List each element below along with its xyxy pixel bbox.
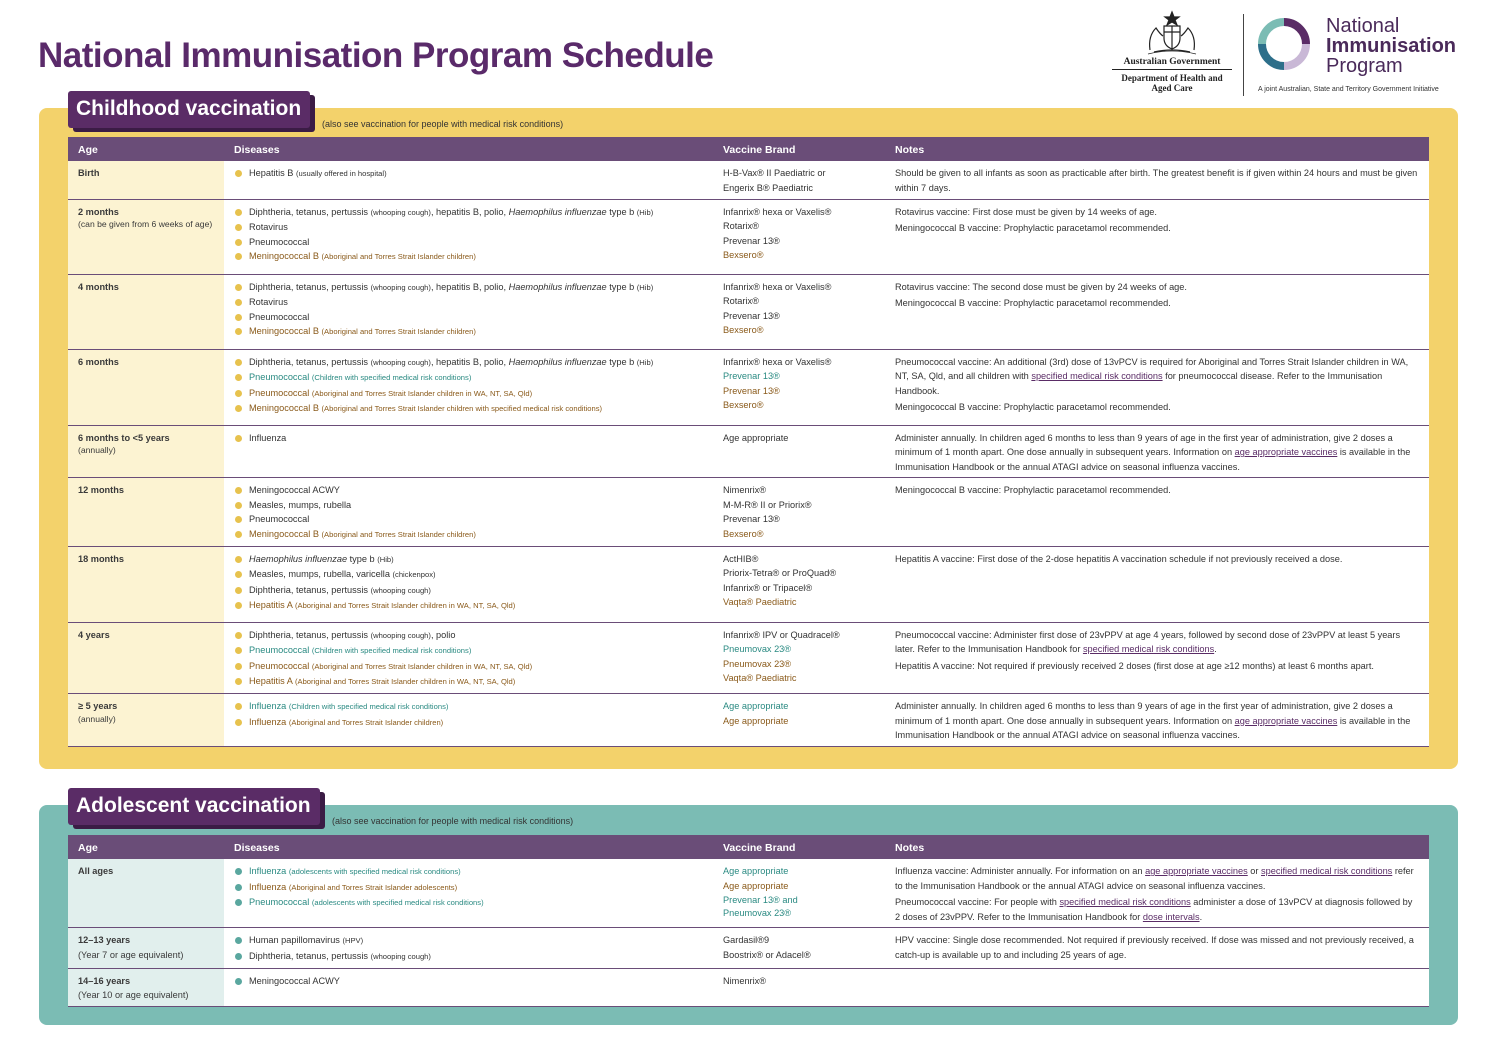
notes-cell — [885, 161, 1429, 199]
note-text: HPV vaccine: Single dose recommended. Not required if previously received. If dose was missed and not previously received, a catch-up is available up to and including 25 years of age. — [895, 935, 1414, 960]
vaccine-brand: Rotarix® — [723, 296, 759, 307]
disease-item — [234, 355, 703, 371]
notes-cell — [885, 425, 1429, 478]
diseases-cell — [224, 274, 713, 349]
adolescent-table — [68, 835, 1429, 1007]
brand-cell — [713, 859, 885, 928]
brand-cell — [713, 968, 885, 1006]
note-text: Rotavirus vaccine: First dose must be given by 14 weeks of age. — [895, 206, 1157, 217]
diseases-cell — [224, 928, 713, 968]
note-text: Administer annually. In children aged 6 months to less than 9 years of age in the first year of administration, give 2 doses a minimum of 1 month apart. One dose annually in subsequent years. Information on age appropriate vaccines is available in the Immunisation Handbook or the annual ATAGI advice on seasonal influenza vaccines. — [895, 701, 1411, 741]
disease-item — [234, 674, 703, 690]
disease-qualifier: (Aboriginal and Torres Strait Islander children) — [321, 530, 476, 540]
age-cell — [68, 349, 224, 425]
disease-item — [234, 527, 703, 543]
brand-cell — [713, 546, 885, 622]
disease-name: Pneumococcal — [249, 660, 310, 671]
age-label: 4 months — [78, 281, 119, 292]
disease-name: Rotavirus — [249, 297, 288, 308]
disease-qualifier: (Aboriginal and Torres Strait Islander children in WA, NT, SA, Qld) — [294, 677, 516, 687]
age-cell — [68, 694, 224, 747]
disease-name: Meningococcal B — [249, 529, 319, 540]
nip-line-2: Immunisation — [1326, 35, 1457, 57]
disease-qualifier: (Aboriginal and Torres Strait Islander children) — [321, 327, 476, 337]
disease-item — [234, 431, 703, 446]
vaccine-brand: Bexsero® — [723, 400, 764, 411]
disease-item — [234, 401, 703, 417]
disease-text: type b — [606, 281, 637, 292]
vaccine-brand: Infanrix® IPV or Quadracel® — [723, 629, 840, 640]
vaccine-brand: Nimenrix® — [723, 975, 767, 986]
diseases-cell — [224, 694, 713, 747]
gov-name: Australian Government — [1112, 57, 1232, 70]
disease-italic: Haemophilus influenzae — [508, 356, 607, 367]
note-link[interactable]: specified medical risk conditions — [1261, 866, 1393, 876]
vaccine-brand: Prevenar 13® — [723, 514, 780, 525]
brand-cell — [713, 622, 885, 693]
disease-name: Pneumococcal — [249, 514, 310, 525]
notes-cell — [885, 274, 1429, 349]
disease-qualifier: (chickenpox) — [392, 570, 436, 580]
disease-list — [234, 431, 703, 446]
table-row — [68, 546, 1429, 622]
disease-item — [234, 205, 703, 221]
table-row — [68, 968, 1429, 1006]
disease-name: Meningococcal B — [249, 403, 319, 414]
header-brand: Vaccine Brand — [713, 835, 885, 859]
disease-text: , hepatitis B, polio, — [430, 356, 509, 367]
disease-list — [234, 205, 703, 265]
age-cell — [68, 161, 224, 199]
note-link[interactable]: specified medical risk conditions — [1082, 644, 1215, 655]
note-text: Should be given to all infants as soon as practicable after birth. The greatest benefit is if given within 24 hours and must be given within 7 days. — [895, 168, 1418, 193]
disease-item — [234, 628, 703, 644]
disease-list — [234, 864, 703, 911]
vaccine-brand: Age appropriate — [723, 715, 789, 726]
disease-item — [234, 386, 703, 402]
note-text: Rotavirus vaccine: The second dose must be given by 24 weeks of age. — [895, 281, 1187, 292]
vaccine-brand: Infanrix® or Tripacel® — [723, 582, 813, 593]
disease-item — [234, 643, 703, 659]
disease-name: Diphtheria, tetanus, pertussis — [249, 356, 368, 367]
disease-name: Diphtheria, tetanus, pertussis — [249, 584, 368, 595]
note-link[interactable]: specified medical risk conditions — [1059, 897, 1191, 908]
disease-text: type b — [347, 553, 378, 564]
table-row — [68, 859, 1429, 928]
childhood-section — [39, 97, 1458, 769]
table-row — [68, 694, 1429, 747]
disease-list — [234, 166, 703, 182]
header-notes: Notes — [885, 835, 1429, 859]
age-cell — [68, 425, 224, 478]
header-diseases: Diseases — [224, 835, 713, 859]
disease-qualifier: (Hib) — [636, 357, 654, 367]
disease-list — [234, 933, 703, 964]
diseases-cell — [224, 968, 713, 1006]
disease-item — [234, 324, 703, 340]
diseases-cell — [224, 425, 713, 478]
notes-cell — [885, 859, 1429, 928]
disease-item — [234, 310, 703, 325]
notes-cell — [885, 622, 1429, 693]
note-link[interactable]: age appropriate vaccines — [1234, 447, 1338, 458]
disease-name: Hepatitis A — [249, 600, 293, 611]
disease-qualifier: (whooping cough) — [370, 630, 431, 640]
notes-cell — [885, 199, 1429, 274]
vaccine-brand: M-M-R® II or Priorix® — [723, 499, 812, 510]
disease-name: Pneumococcal — [249, 311, 310, 322]
age-label: 12 months — [78, 485, 124, 496]
disease-qualifier: (whooping cough) — [370, 282, 431, 292]
note-text: Administer annually. In children aged 6 months to less than 9 years of age in the first year of administration, give 2 doses a minimum of 1 month apart. One dose annually in subsequent years. Information on age appropriate vaccines is available in the Immunisation Handbook or the annual ATAGI advice on seasonal influenza vaccines. — [895, 432, 1411, 472]
disease-list — [234, 628, 703, 690]
age-label: All ages — [78, 866, 114, 876]
disease-item — [234, 715, 703, 731]
disease-qualifier: (Hib) — [636, 207, 654, 217]
table-header — [68, 137, 1429, 161]
disease-item — [234, 880, 703, 896]
disease-list — [234, 280, 703, 340]
note-text: Influenza vaccine: Administer annually. For information on an age appropriate vaccines or specified medical risk conditions refer to the Immunisation Handbook or the annual ATAGI advice on seasonal influenza vaccines. — [895, 866, 1414, 891]
adolescent-section — [39, 794, 1458, 1025]
disease-qualifier: (usually offered in hospital) — [296, 169, 387, 178]
disease-qualifier: (Aboriginal and Torres Strait Islander children) — [288, 717, 444, 727]
brand-cell — [713, 425, 885, 478]
note-text: Meningococcal B vaccine: Prophylactic paracetamol recommended. — [895, 485, 1171, 496]
note-link[interactable]: age appropriate vaccines — [1145, 866, 1248, 876]
notes-cell — [885, 546, 1429, 622]
nip-ring-icon — [1256, 16, 1312, 72]
disease-name: Measles, mumps, rubella, varicella — [249, 569, 390, 580]
brand-cell — [713, 274, 885, 349]
disease-item — [234, 699, 703, 715]
disease-name: Influenza — [249, 701, 287, 712]
disease-qualifier: (Aboriginal and Torres Strait Islander adolescents) — [288, 882, 458, 892]
disease-qualifier: (Hib) — [377, 554, 394, 564]
disease-item — [234, 949, 703, 965]
disease-text: , hepatitis B, polio, — [430, 281, 509, 292]
disease-list — [234, 355, 703, 417]
adolescent-tab: Adolescent vaccination — [68, 788, 320, 825]
disease-qualifier: (adolescents with specified medical risk conditions) — [288, 867, 461, 876]
disease-qualifier: (whooping cough) — [370, 585, 431, 595]
disease-name: Influenza — [249, 866, 287, 876]
vaccine-brand: Engerix B® Paediatric — [723, 182, 814, 193]
vaccine-brand: Prevenar 13® — [723, 310, 780, 321]
disease-item — [234, 659, 703, 675]
disease-list — [234, 483, 703, 542]
table-row — [68, 274, 1429, 349]
age-cell — [68, 546, 224, 622]
vaccine-brand: Age appropriate — [723, 701, 789, 712]
note-text: Meningococcal B vaccine: Prophylactic paracetamol recommended. — [895, 223, 1171, 234]
disease-name: Hepatitis A — [249, 676, 293, 687]
age-cell — [68, 622, 224, 693]
vaccine-brand: Prevenar 13® — [723, 235, 780, 246]
coat-of-arms-icon — [1142, 10, 1202, 56]
disease-qualifier: (Children with specified medical risk conditions) — [311, 373, 472, 383]
vaccine-brand: Prevenar 13® — [723, 385, 780, 396]
disease-qualifier: (whooping cough) — [370, 207, 431, 217]
childhood-tab: Childhood vaccination — [68, 91, 310, 128]
disease-text: type b — [606, 356, 637, 367]
disease-name: Meningococcal ACWY — [249, 485, 340, 496]
notes-cell — [885, 349, 1429, 425]
vaccine-brand: Age appropriate — [723, 432, 789, 443]
vaccine-brand: ActHIB® — [723, 553, 759, 564]
table-row — [68, 161, 1429, 199]
vaccine-brand: Age appropriate — [723, 880, 789, 891]
diseases-cell — [224, 349, 713, 425]
age-cell — [68, 859, 224, 928]
diseases-cell — [224, 478, 713, 546]
disease-list — [234, 552, 703, 614]
diseases-cell — [224, 199, 713, 274]
disease-item — [234, 552, 703, 568]
age-sublabel: (Year 10 or age equivalent) — [78, 990, 189, 1001]
note-link[interactable]: dose intervals — [1142, 911, 1200, 922]
brand-cell — [713, 928, 885, 968]
disease-name: Influenza — [249, 716, 287, 727]
disease-qualifier: (whooping cough) — [370, 951, 431, 961]
age-cell — [68, 274, 224, 349]
age-sublabel: (annually) — [78, 713, 116, 724]
disease-name: Measles, mumps, rubella — [249, 499, 352, 510]
nip-logo — [1256, 14, 1492, 100]
disease-name: Pneumococcal — [249, 236, 310, 247]
notes-cell — [885, 928, 1429, 968]
vaccine-brand: H-B-Vax® II Paediatric or — [723, 168, 826, 178]
disease-list — [234, 974, 703, 989]
age-sublabel: (Year 7 or age equivalent) — [78, 949, 184, 960]
header-diseases: Diseases — [224, 137, 713, 161]
note-text: Pneumococcal vaccine: Administer first dose of 23vPPV at age 4 years, followed by second dose of 23vPPV at least 5 years later. Refer to the Immunisation Handbook for specified medical risk conditions. — [895, 629, 1401, 655]
disease-name: Influenza — [249, 432, 287, 443]
disease-item — [234, 598, 703, 614]
note-text: Meningococcal B vaccine: Prophylactic paracetamol recommended. — [895, 298, 1171, 309]
vaccine-brand: Prevenar 13® and — [723, 895, 798, 906]
disease-item — [234, 974, 703, 989]
gov-department: Department of Health and Aged Care — [1121, 73, 1223, 93]
logo-divider — [1243, 14, 1244, 96]
disease-item — [234, 583, 703, 599]
vaccine-brand: Pneumovax 23® — [723, 644, 792, 655]
age-label: 12–13 years — [78, 935, 131, 946]
vaccine-brand: Infanrix® hexa or Vaxelis® — [723, 281, 832, 292]
note-link[interactable]: age appropriate vaccines — [1234, 715, 1338, 726]
childhood-table — [68, 137, 1429, 747]
disease-name: Meningococcal B — [249, 251, 319, 262]
age-cell — [68, 968, 224, 1006]
vaccine-brand: Boostrix® or Adacel® — [723, 949, 811, 960]
disease-qualifier: (Aboriginal and Torres Strait Islander children) — [321, 252, 476, 262]
diseases-cell — [224, 859, 713, 928]
header-notes: Notes — [885, 137, 1429, 161]
disease-name: Pneumococcal — [249, 897, 310, 908]
age-label: 6 months — [78, 356, 119, 367]
nip-line-1: National — [1326, 15, 1400, 37]
table-header — [68, 835, 1429, 859]
childhood-note: (also see vaccination for people with medical risk conditions) — [322, 119, 564, 129]
age-cell — [68, 928, 224, 968]
disease-name: Pneumococcal — [249, 372, 310, 383]
disease-item — [234, 249, 703, 265]
disease-item — [234, 895, 703, 911]
disease-name: Diphtheria, tetanus, pertussis — [249, 281, 368, 292]
disease-text: , hepatitis B, polio, — [430, 206, 509, 217]
disease-qualifier: (Children with specified medical risk conditions) — [311, 646, 472, 656]
table-row — [68, 622, 1429, 693]
notes-cell — [885, 968, 1429, 1006]
disease-name: Meningococcal B — [249, 326, 319, 337]
note-text: Meningococcal B vaccine: Prophylactic paracetamol recommended. — [895, 402, 1171, 413]
disease-qualifier: (adolescents with specified medical risk conditions) — [311, 898, 484, 908]
vaccine-brand: Bexsero® — [723, 325, 764, 336]
age-label: 2 months — [78, 206, 119, 217]
vaccine-brand: Gardasil®9 — [723, 935, 770, 946]
disease-italic: Haemophilus influenzae — [249, 553, 348, 564]
vaccine-brand: Pneumovax 23® — [723, 658, 792, 669]
age-cell — [68, 478, 224, 546]
vaccine-brand: Pneumovax 23® — [723, 907, 792, 918]
diseases-cell — [224, 622, 713, 693]
australian-government-logo — [1112, 10, 1232, 100]
diseases-cell — [224, 546, 713, 622]
age-label: ≥ 5 years — [78, 701, 118, 712]
age-label: 4 years — [78, 629, 110, 640]
header-brand: Vaccine Brand — [713, 137, 885, 161]
brand-cell — [713, 199, 885, 274]
disease-qualifier: (Aboriginal and Torres Strait Islander children in WA, NT, SA, Qld) — [294, 601, 516, 611]
vaccine-brand: Bexsero® — [723, 529, 764, 540]
brand-cell — [713, 161, 885, 199]
adolescent-note: (also see vaccination for people with medical risk conditions) — [332, 816, 574, 826]
age-label: 18 months — [78, 553, 124, 564]
disease-qualifier: (HPV) — [342, 936, 364, 946]
disease-qualifier: (Hib) — [636, 282, 654, 292]
notes-cell — [885, 478, 1429, 546]
disease-item — [234, 220, 703, 235]
notes-cell — [885, 694, 1429, 747]
disease-name: Human papillomavirus — [249, 935, 340, 946]
disease-qualifier: (Aboriginal and Torres Strait Islander children with specified medical risk conditions) — [321, 404, 603, 414]
note-text: Pneumococcal vaccine: An additional (3rd) dose of 13vPCV is required for Aboriginal and Torres Strait Islander children in WA, NT, SA, Qld, and all children with specified medical risk conditions for pneumococcal disease. Refer to the Immunisation Handbook. — [895, 356, 1409, 396]
disease-item — [234, 166, 703, 182]
page-title: National Immunisation Program Schedule — [38, 36, 714, 75]
nip-line-3: Program — [1326, 55, 1403, 77]
vaccine-brand: Age appropriate — [723, 866, 789, 876]
age-cell — [68, 199, 224, 274]
table-row — [68, 349, 1429, 425]
disease-item — [234, 280, 703, 296]
disease-item — [234, 567, 703, 583]
disease-text: type b — [606, 206, 637, 217]
note-text: Pneumococcal vaccine: For people with specified medical risk conditions administer a dose of 13vPCV at diagnosis followed by 2 doses of 23vPPV. Refer to the Immunisation Handbook for dose intervals. — [895, 897, 1413, 922]
disease-italic: Haemophilus influenzae — [508, 281, 607, 292]
vaccine-brand: Vaqta® Paediatric — [723, 673, 797, 684]
table-row — [68, 478, 1429, 546]
nip-tagline: A joint Australian, State and Territory Government Initiative — [1258, 86, 1439, 93]
brand-cell — [713, 349, 885, 425]
age-sublabel: (annually) — [78, 445, 116, 456]
vaccine-brand: Infanrix® hexa or Vaxelis® — [723, 206, 832, 217]
disease-name: Meningococcal ACWY — [249, 975, 340, 986]
age-sublabel: (can be given from 6 weeks of age) — [78, 219, 213, 230]
disease-item — [234, 235, 703, 250]
table-row — [68, 425, 1429, 478]
vaccine-brand: Prevenar 13® — [723, 371, 780, 382]
disease-item — [234, 370, 703, 386]
disease-name: Diphtheria, tetanus, pertussis — [249, 950, 368, 961]
vaccine-brand: Nimenrix® — [723, 485, 767, 496]
vaccine-brand: Vaqta® Paediatric — [723, 597, 797, 608]
brand-cell — [713, 694, 885, 747]
disease-name: Diphtheria, tetanus, pertussis — [249, 206, 368, 217]
disease-list — [234, 699, 703, 730]
disease-qualifier: (whooping cough) — [370, 357, 431, 367]
note-link[interactable]: specified medical risk conditions — [1031, 371, 1163, 382]
disease-name: Hepatitis B — [249, 168, 294, 178]
disease-name: Influenza — [249, 881, 287, 892]
vaccine-brand: Bexsero® — [723, 250, 764, 261]
age-label: 6 months to <5 years — [78, 432, 170, 443]
disease-item — [234, 512, 703, 527]
diseases-cell — [224, 161, 713, 199]
disease-item — [234, 864, 703, 880]
disease-name: Diphtheria, tetanus, pertussis — [249, 629, 368, 640]
vaccine-brand: Rotarix® — [723, 221, 759, 232]
disease-text: , polio — [430, 629, 456, 640]
nip-wordmark — [1326, 16, 1456, 76]
age-label: Birth — [78, 168, 100, 178]
table-row — [68, 928, 1429, 968]
vaccine-brand: Infanrix® hexa or Vaxelis® — [723, 356, 832, 367]
age-label: 14–16 years — [78, 975, 131, 986]
disease-item — [234, 483, 703, 498]
note-text: Hepatitis A vaccine: First dose of the 2-dose hepatitis A vaccination schedule if not previously received a dose. — [895, 553, 1343, 564]
header-age: Age — [68, 137, 224, 161]
disease-qualifier: (Aboriginal and Torres Strait Islander children in WA, NT, SA, Qld) — [311, 661, 533, 671]
header-age: Age — [68, 835, 224, 859]
table-row — [68, 199, 1429, 274]
disease-name: Pneumococcal — [249, 387, 310, 398]
vaccine-brand: Priorix-Tetra® or ProQuad® — [723, 568, 837, 579]
disease-italic: Haemophilus influenzae — [508, 206, 607, 217]
disease-item — [234, 295, 703, 310]
disease-item — [234, 498, 703, 513]
disease-name: Rotavirus — [249, 222, 288, 233]
disease-name: Pneumococcal — [249, 645, 310, 656]
brand-cell — [713, 478, 885, 546]
disease-item — [234, 933, 703, 949]
disease-qualifier: (Aboriginal and Torres Strait Islander children in WA, NT, SA, Qld) — [311, 388, 533, 398]
note-text: Hepatitis A vaccine: Not required if previously received 2 doses (first dose at age ≥12 months) at least 6 months apart. — [895, 660, 1374, 671]
disease-qualifier: (Children with specified medical risk conditions) — [288, 702, 449, 712]
